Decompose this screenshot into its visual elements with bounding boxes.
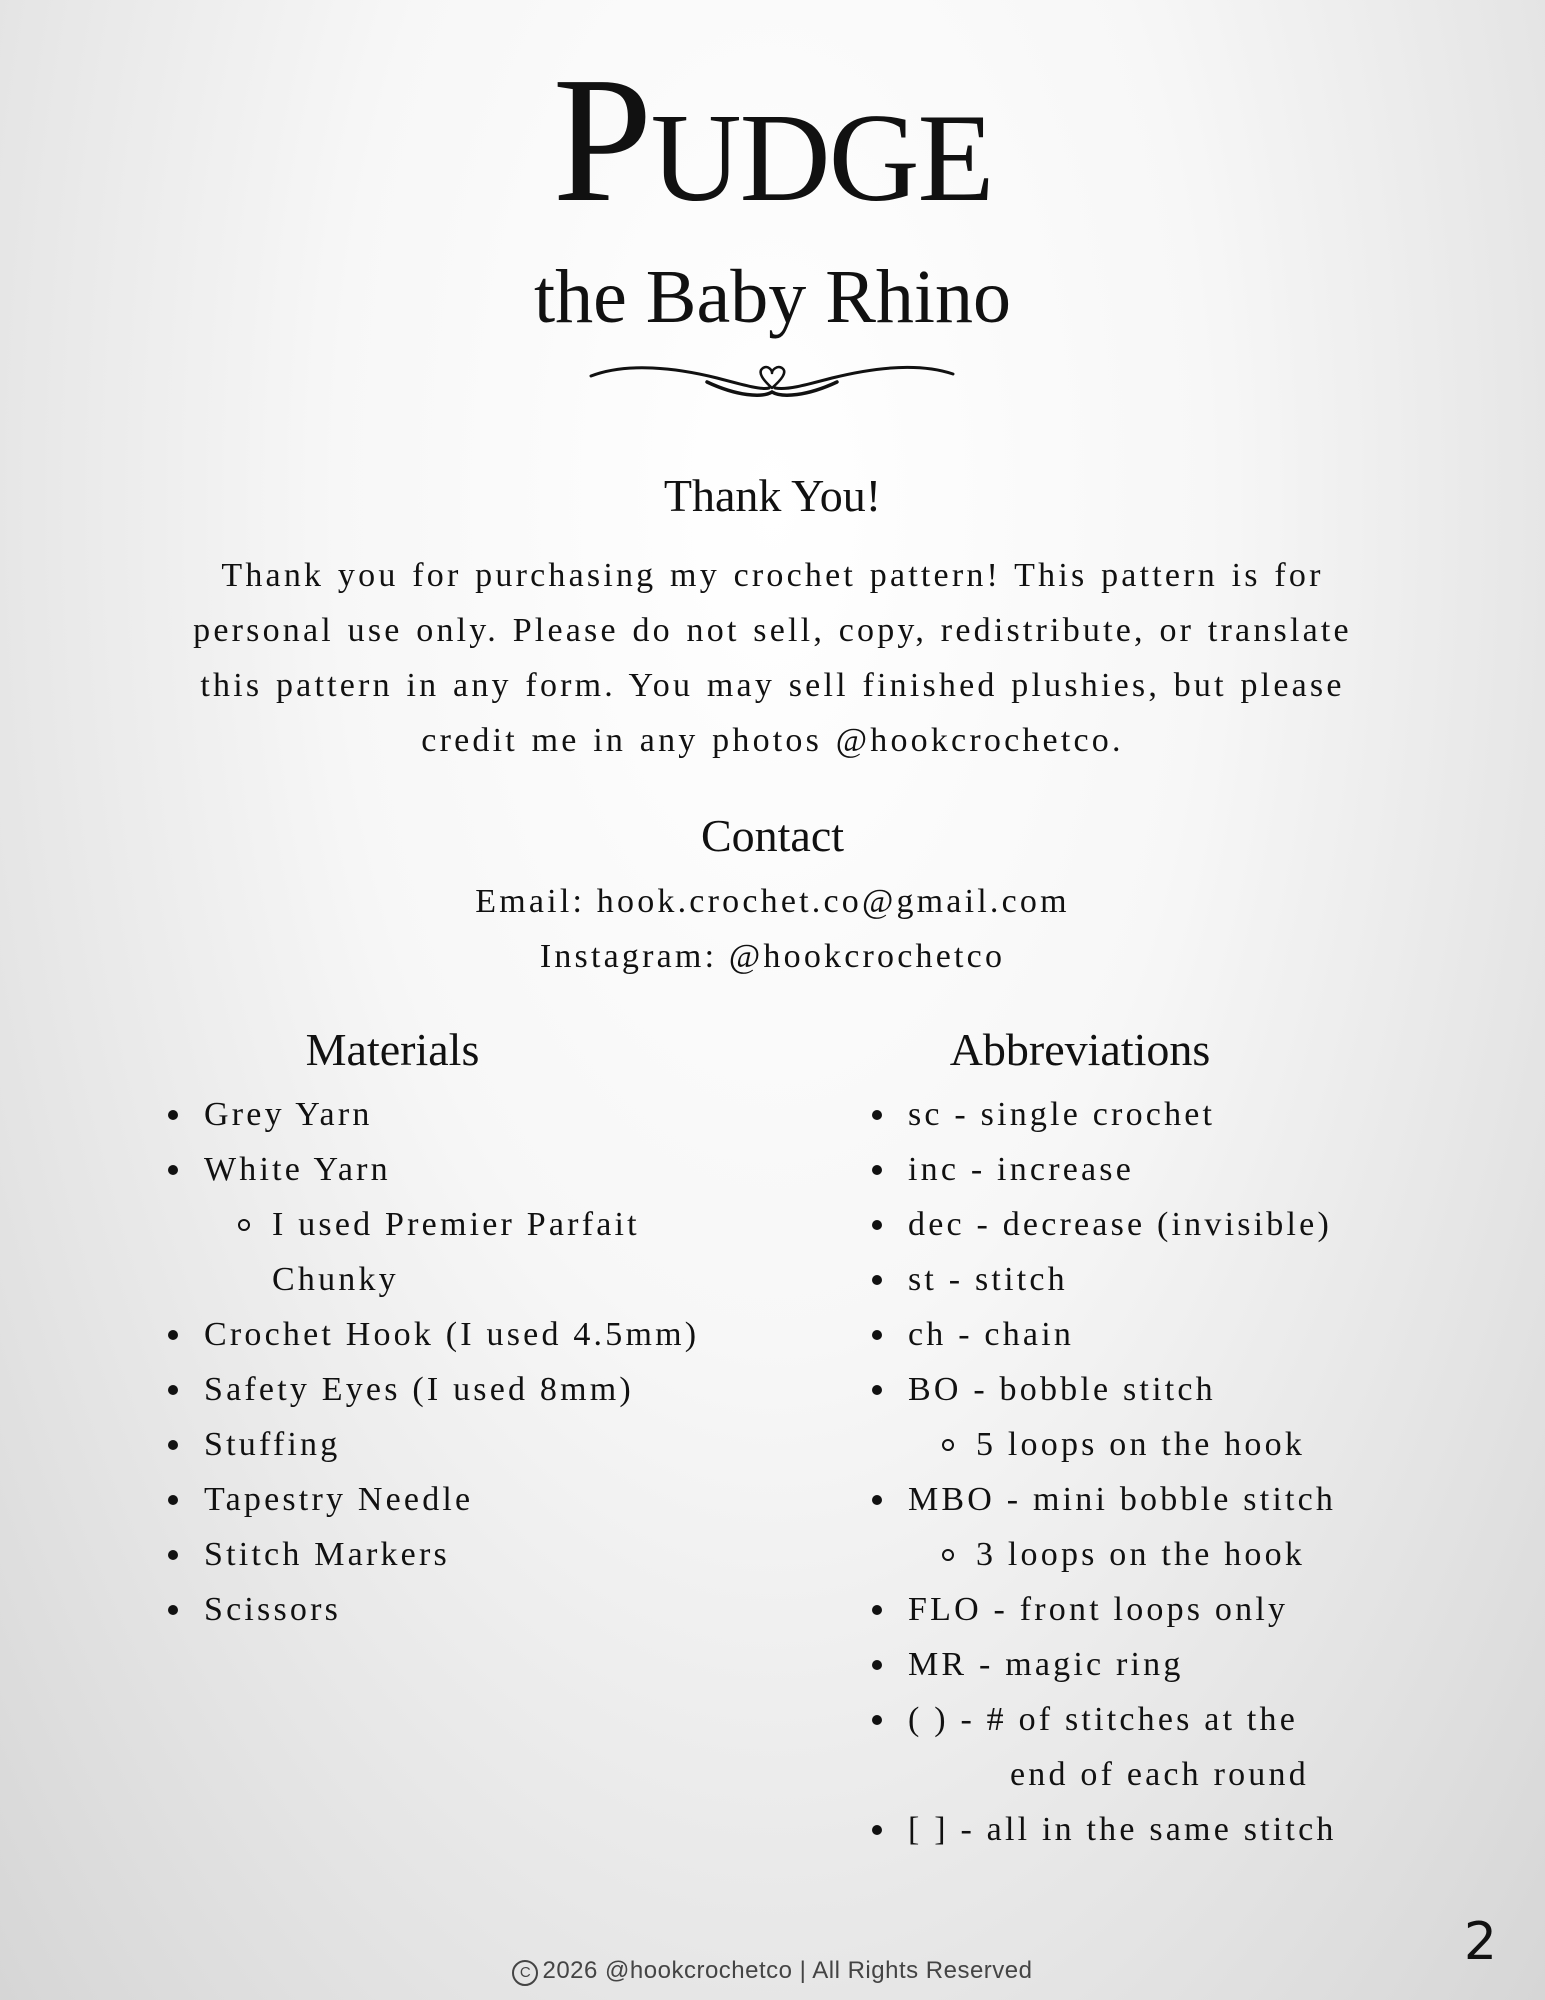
list-item: [ ] - all in the same stitch [870, 1802, 1510, 1857]
copyright-footer [0, 1956, 1545, 1986]
list-item: MBO - mini bobble stitch [870, 1472, 1510, 1527]
list-subitem: I used Premier Parfait [166, 1197, 806, 1252]
copyright-icon: C [512, 1960, 538, 1986]
list-item: Stitch Markers [166, 1527, 806, 1582]
list-item: Tapestry Needle [166, 1472, 806, 1527]
list-item: MR - magic ring [870, 1637, 1510, 1692]
materials-list [166, 1087, 806, 1637]
page-number: 2 [1463, 1912, 1497, 1972]
list-item: Safety Eyes (I used 8mm) [166, 1362, 806, 1417]
instagram-line: Instagram: @hookcrochetco [539, 938, 1006, 975]
list-item-continuation: end of each round [1010, 1756, 1309, 1793]
list-item: inc - increase [870, 1142, 1510, 1197]
heart-flourish-icon [587, 360, 957, 408]
list-item: sc - single crochet [870, 1087, 1510, 1142]
list-item: Grey Yarn [166, 1087, 806, 1142]
contact-heading: Contact [700, 810, 845, 861]
copyright-text: 2026 @hookcrochetco | All Rights Reserved [542, 1957, 1033, 1984]
pattern-subtitle: the Baby Rhino [533, 255, 1012, 339]
thank-you-paragraph: Thank you for purchasing my crochet pattern! This pattern is for personal use only. Please do not sell, copy, redistribute, or translate this pattern in any form. You may sell finished plushies, but please credit me in any photos @hookcrochetco. [193, 557, 1352, 759]
list-item: Scissors [166, 1582, 806, 1637]
materials-heading: Materials [305, 1024, 480, 1075]
list-item-continuation: Chunky [272, 1261, 399, 1298]
list-item: ( ) - # of stitches at the [870, 1692, 1510, 1747]
list-item: st - stitch [870, 1252, 1510, 1307]
list-item: dec - decrease (invisible) [870, 1197, 1510, 1252]
list-item: Crochet Hook (I used 4.5mm) [166, 1307, 806, 1362]
list-item: FLO - front loops only [870, 1582, 1510, 1637]
list-item: ch - chain [870, 1307, 1510, 1362]
thank-you-heading: Thank You! [663, 470, 882, 521]
abbreviations-heading: Abbreviations [949, 1024, 1211, 1075]
list-item: Stuffing [166, 1417, 806, 1472]
list-subitem: 5 loops on the hook [870, 1417, 1510, 1472]
list-subitem: 3 loops on the hook [870, 1527, 1510, 1582]
pattern-title: Pudge [552, 40, 993, 239]
list-item: BO - bobble stitch [870, 1362, 1510, 1417]
list-item: White Yarn [166, 1142, 806, 1197]
email-line: Email: hook.crochet.co@gmail.com [475, 883, 1070, 920]
abbreviations-list [870, 1087, 1510, 1857]
